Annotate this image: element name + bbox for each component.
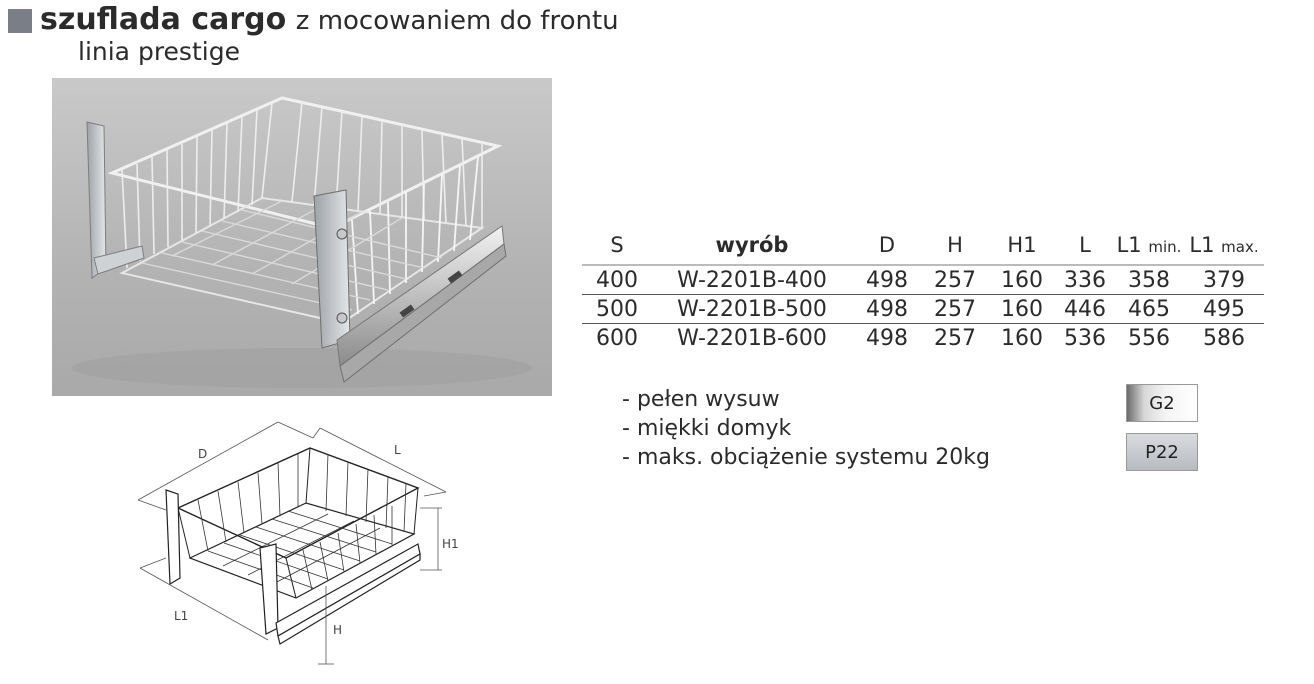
cell-l: 536: [1056, 324, 1114, 353]
wire-basket-photo-image: [52, 78, 552, 396]
spec-table: [582, 226, 1264, 352]
table-row: [582, 265, 1264, 295]
col-header-product: wyrób: [715, 233, 789, 257]
table-row: [582, 295, 1264, 324]
col-header-d: D: [878, 233, 896, 257]
feature-item: [622, 414, 990, 443]
feature-item: [622, 443, 990, 472]
page-title: [40, 2, 619, 37]
cell-product: W-2201B-500: [652, 295, 852, 324]
cell-d: 498: [852, 265, 922, 295]
feature-bullet: -: [622, 445, 630, 470]
technical-drawing: [128, 408, 468, 678]
dimension-label-d: D: [198, 447, 208, 461]
feature-list: [622, 385, 990, 472]
cell-h: 257: [922, 324, 988, 353]
cell-product: W-2201B-600: [652, 324, 852, 353]
col-header-l1-min-suffix: min.: [1148, 238, 1182, 256]
table-row: [582, 324, 1264, 353]
col-header-l1-max-suffix: max.: [1221, 238, 1259, 256]
cell-h: 257: [922, 295, 988, 324]
feature-bullet: -: [622, 416, 630, 441]
col-header-l1-min-label: L1: [1116, 233, 1142, 257]
title-rest: z mocowaniem do frontu: [295, 6, 619, 36]
finish-badge-p22: P22: [1126, 433, 1198, 471]
dimension-label-l: L: [394, 443, 401, 457]
cell-h1: 160: [988, 324, 1056, 353]
col-header-l1-min: [1114, 226, 1184, 265]
cell-l1-max: 495: [1184, 295, 1264, 324]
cell-s: 600: [582, 324, 652, 353]
finish-badge-g2: G2: [1126, 384, 1198, 422]
col-header-l: L: [1079, 233, 1091, 257]
cell-h1: 160: [988, 295, 1056, 324]
title-square-icon: [8, 9, 32, 33]
cell-l1-max: 586: [1184, 324, 1264, 353]
col-header-l1-max: [1184, 226, 1264, 265]
dimension-label-h: H: [333, 623, 343, 637]
cell-h1: 160: [988, 265, 1056, 295]
col-header-l1-max-label: L1: [1189, 233, 1215, 257]
cell-s: 400: [582, 265, 652, 295]
cell-l: 446: [1056, 295, 1114, 324]
cell-d: 498: [852, 324, 922, 353]
product-photo: [52, 78, 552, 396]
dimension-drawing-image: [128, 408, 468, 678]
cell-l1-min: 556: [1114, 324, 1184, 353]
cell-d: 498: [852, 295, 922, 324]
cell-l1-min: 358: [1114, 265, 1184, 295]
feature-item: [622, 385, 990, 414]
cell-l: 336: [1056, 265, 1114, 295]
dimension-label-h1: H1: [442, 537, 459, 551]
cell-l1-max: 379: [1184, 265, 1264, 295]
spec-table-header: [582, 226, 1264, 265]
feature-text: miękki domyk: [636, 416, 792, 441]
col-header-h: H: [947, 233, 963, 257]
cell-product: W-2201B-400: [652, 265, 852, 295]
col-header-s: S: [610, 233, 624, 257]
cell-s: 500: [582, 295, 652, 324]
cell-h: 257: [922, 265, 988, 295]
feature-text: pełen wysuw: [636, 387, 780, 412]
cell-l1-min: 465: [1114, 295, 1184, 324]
page-subtitle: linia prestige: [78, 37, 240, 66]
dimension-label-l1: L1: [174, 609, 189, 623]
title-bold: szuflada cargo: [40, 2, 287, 37]
feature-bullet: -: [622, 387, 630, 412]
col-header-h1: H1: [1007, 233, 1037, 257]
feature-text: maks. obciążenie systemu 20kg: [636, 445, 991, 470]
